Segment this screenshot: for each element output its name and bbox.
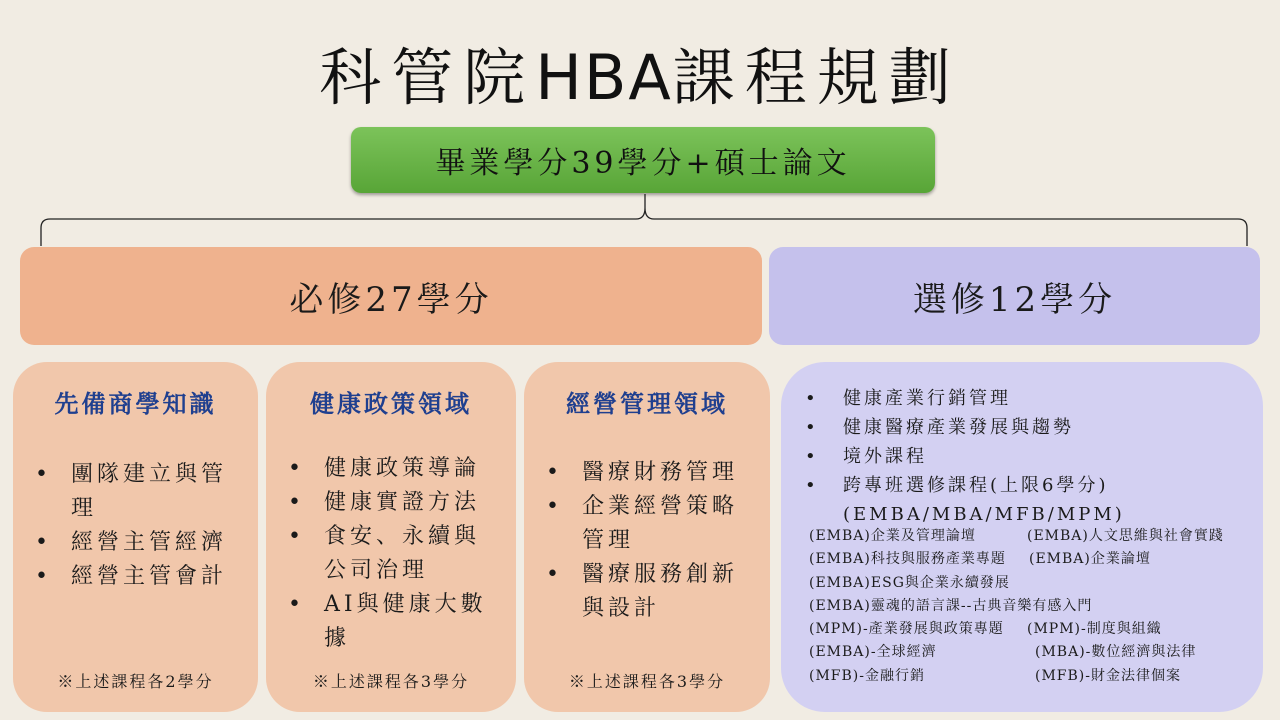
course-name: 經營主管經濟 [71, 530, 228, 555]
elective-item: • 境外課程 [805, 446, 927, 467]
course-name: (MFB)-金融行銷 [809, 667, 925, 684]
credit-note: ※上述課程各3學分 [568, 672, 726, 691]
course-item: • 健康實證方法 [288, 490, 481, 515]
course-name: (EMBA)企業論壇 [1029, 551, 1151, 568]
course-item: • AI與健康大數據 [288, 592, 487, 651]
credit-note: ※上述課程各2學分 [57, 672, 214, 691]
course-name: AI與健康大數據 [324, 592, 487, 651]
cross-program-course-list [809, 525, 1259, 688]
title-cjk-1: 科管院 [319, 41, 536, 114]
course-name: (MPM)-制度與組織 [1027, 621, 1162, 638]
column-health-policy [266, 362, 516, 712]
course-name: (EMBA)人文思維與社會實踐 [1027, 528, 1224, 544]
elective-panel [781, 362, 1263, 712]
elective-list [805, 384, 1245, 529]
course-item: • 團隊建立與管理 [35, 462, 228, 521]
course-list [546, 456, 758, 626]
course-item: • 企業經營策略管理 [546, 494, 739, 553]
elective-name: 跨專班選修課程(上限6學分)(EMBA/MBA/MFB/MPM) [843, 475, 1125, 525]
course-row [809, 525, 1259, 548]
course-item: • 經營主管會計 [35, 564, 228, 589]
course-name: 食安、永續與公司治理 [324, 524, 481, 583]
course-name: 團隊建立與管理 [71, 462, 228, 521]
course-name: (EMBA)企業及管理論壇 [809, 528, 976, 544]
course-row [809, 618, 1259, 641]
course-name: (MPM)-產業發展與政策專題 [809, 621, 1004, 638]
course-row [809, 665, 1259, 688]
course-name: 醫療財務管理 [582, 460, 739, 485]
course-item: • 健康政策導論 [288, 456, 481, 481]
required-credits-bar: 必修27學分 [20, 247, 762, 345]
elective-name: 健康產業行銷管理 [843, 388, 1011, 409]
course-row [809, 641, 1259, 664]
elective-item: • 健康產業行銷管理 [805, 388, 1011, 409]
course-item: • 醫療財務管理 [546, 460, 739, 485]
elective-name: 境外課程 [843, 446, 927, 467]
column-heading: 先備商學知識 [54, 389, 217, 418]
course-name: (EMBA)科技與服務產業專題 [809, 551, 1006, 568]
column-business-foundation [13, 362, 258, 712]
course-name: 企業經營策略管理 [582, 494, 739, 553]
elective-name: 健康醫療產業發展與趨勢 [843, 417, 1074, 438]
course-name: 醫療服務創新與設計 [582, 562, 739, 621]
course-row [809, 595, 1259, 618]
column-business-management [524, 362, 770, 712]
elective-item: • 跨專班選修課程(上限6學分)(EMBA/MBA/MFB/MPM) [805, 475, 1125, 525]
elective-item: • 健康醫療產業發展與趨勢 [805, 417, 1074, 438]
graduation-requirement-box: 畢業學分39學分+碩士論文 [351, 127, 935, 193]
course-name: 經營主管會計 [71, 564, 228, 589]
column-heading: 健康政策領域 [310, 389, 472, 418]
course-name: 健康實證方法 [324, 490, 481, 515]
course-name: (MBA)-數位經濟與法律 [1035, 644, 1197, 661]
course-row [809, 572, 1259, 595]
course-row [809, 548, 1259, 571]
course-name: (MFB)-財金法律個案 [1035, 667, 1181, 684]
course-item: • 食安、永續與公司治理 [288, 524, 481, 583]
course-name: 健康政策導論 [324, 456, 481, 481]
title-latin: HBA [535, 41, 673, 114]
course-name: (EMBA)ESG與企業永續發展 [809, 574, 1010, 591]
course-list [35, 458, 246, 594]
course-list [288, 452, 504, 656]
course-name: (EMBA)-全球經濟 [809, 644, 937, 661]
course-item: • 經營主管經濟 [35, 530, 228, 555]
title-cjk-2: 課程規劃 [672, 41, 961, 114]
credit-note: ※上述課程各3學分 [312, 672, 470, 691]
course-item: • 醫療服務創新與設計 [546, 562, 739, 621]
course-name: (EMBA)靈魂的語言課--古典音樂有感入門 [809, 597, 1093, 614]
elective-credits-bar: 選修12學分 [769, 247, 1260, 345]
column-heading: 經營管理領域 [566, 389, 728, 418]
